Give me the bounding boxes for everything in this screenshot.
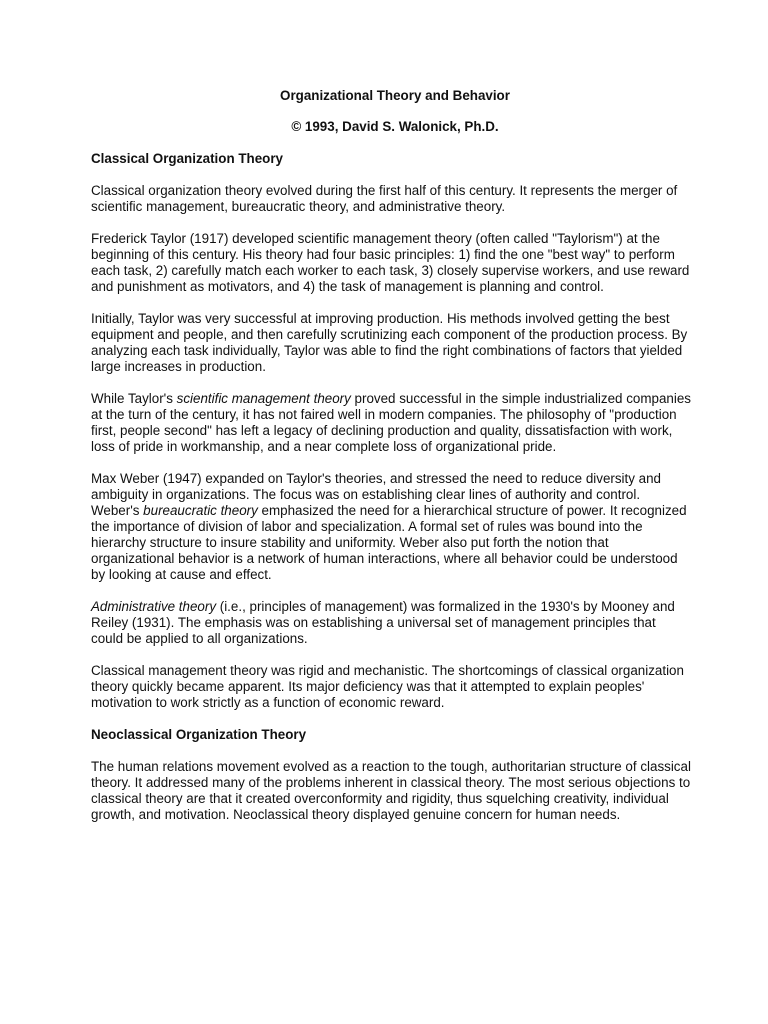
paragraph-neoclassical-intro: The human relations movement evolved as a reaction to the tough, authoritarian structure of classical theory. It addressed many of the problems inherent in classical theory. The most serious objections to classical theory are that it created overconformity and rigidity, thus squelching creativity, individual growth, and motivation. Neoclassical theory displayed genuine concern for human needs. <box>91 759 691 822</box>
paragraph-taylor-success: Initially, Taylor was very successful at improving production. His methods involved getting the best equipment and people, and then carefully scrutinizing each component of the production process. By analyzing each task individually, Taylor was able to find the right combinations of factors that yielded large increases in production. <box>91 311 688 374</box>
document-page <box>91 88 691 839</box>
paragraph-taylor-principles: Frederick Taylor (1917) developed scientific management theory (often called "Taylorism") at the beginning of this century. His theory had four basic principles: 1) find the one "best way" to perform each task, 2) carefully match each worker to each task, 3) closely supervise workers, and use reward and punishment as motivators, and 4) the task of management is planning and control. <box>91 231 690 294</box>
text-span: proved successful in the simple industrialized companies at the turn of the century, it has not faired well in modern companies. The philosophy of "production first, people second" has left a legacy of declining production and quality, dissatisfaction with work, loss of pride in workmanship, and a near complete loss of organizational pride. <box>91 391 691 454</box>
italic-term-administrative-theory: Administrative theory <box>91 599 217 614</box>
text-span: (i.e., principles of management) was formalized in the 1930's by Mooney and Reiley (1931). The emphasis was on establishing a universal set of management principles that could be applied to all organizations. <box>91 599 675 646</box>
paragraph-classical-shortcomings: Classical management theory was rigid and mechanistic. The shortcomings of classical organization theory quickly became apparent. Its major deficiency was that it attempted to explain peoples' motivation to work strictly as a function of economic reward. <box>91 663 684 710</box>
section-heading-neoclassical: Neoclassical Organization Theory <box>91 727 307 742</box>
text-span: emphasized the need for a hierarchical structure of power. It recognized the importance of division of labor and specialization. A formal set of rules was bound into the hierarchy structure to insure stability and uniformity. Weber also put forth the notion that organizational behavior is a network of human interactions, where all behavior could be understood by looking at cause and effect. <box>91 503 687 582</box>
italic-term-bureaucratic-theory: bureaucratic theory <box>143 503 258 518</box>
document-title: Organizational Theory and Behavior <box>280 88 510 103</box>
paragraph-classical-intro: Classical organization theory evolved during the first half of this century. It represents the merger of scientific management, bureaucratic theory, and administrative theory. <box>91 183 678 214</box>
paragraph-weber <box>91 471 691 583</box>
text-span: While Taylor's <box>91 391 177 406</box>
paragraph-scientific-management <box>91 391 691 455</box>
text-span: Max Weber (1947) expanded on Taylor's theories, and stressed the need to reduce diversity and ambiguity in organizations. The focus was on establishing clear lines of authority and control. Weber's <box>91 471 662 518</box>
document-copyright: © 1993, David S. Walonick, Ph.D. <box>291 119 499 134</box>
section-heading-classical: Classical Organization Theory <box>91 151 283 166</box>
paragraph-administrative-theory <box>91 599 691 647</box>
italic-term-scientific-management: scientific management theory <box>176 391 351 406</box>
